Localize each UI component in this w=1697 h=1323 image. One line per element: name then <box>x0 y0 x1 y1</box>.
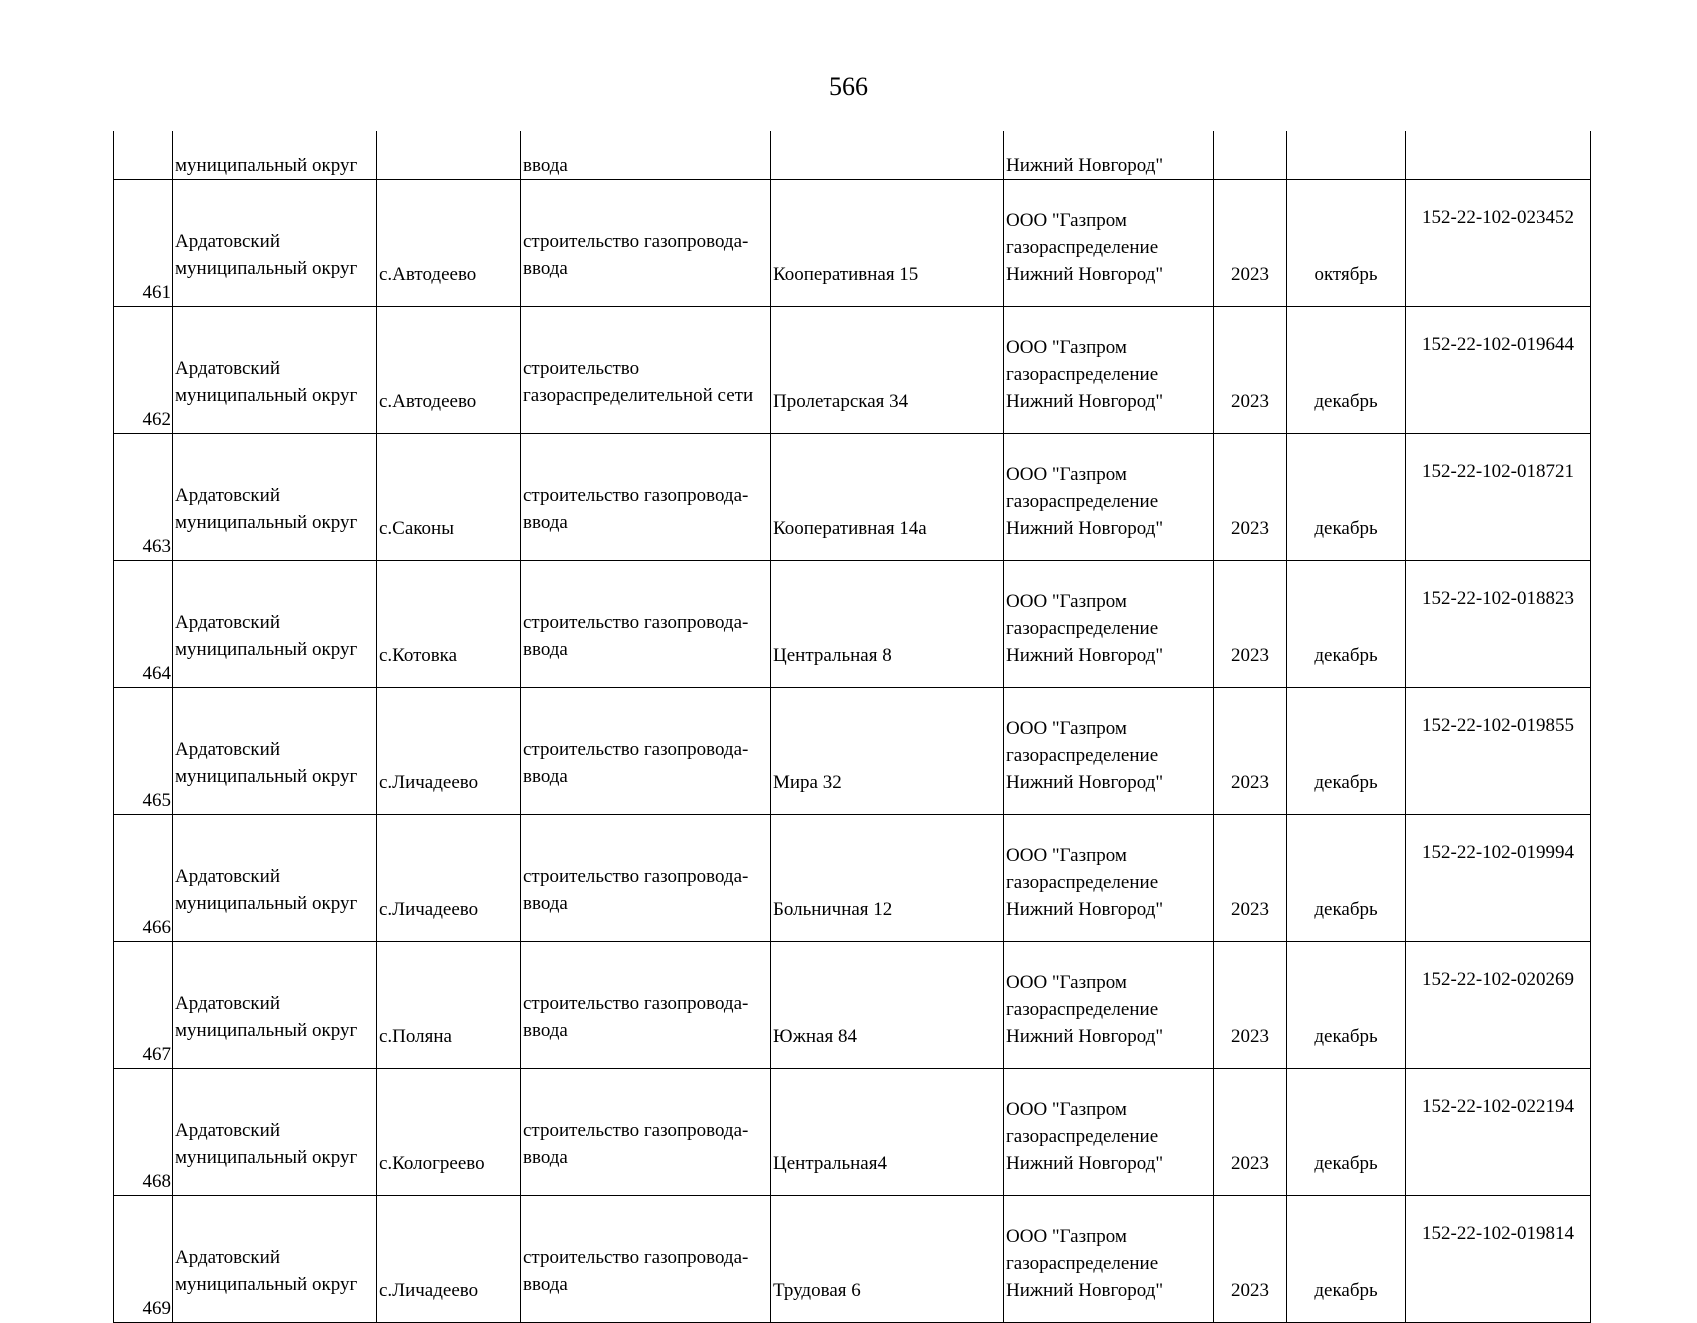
org-line-2: газораспределение <box>1006 745 1159 766</box>
org-line-3: Нижний Новгород" <box>1006 518 1164 539</box>
district-line-1: Ардатовский <box>175 485 280 506</box>
cell-organization: Нижний Новгород" <box>1004 131 1214 180</box>
cell-address: Трудовая 6 <box>771 1196 1004 1323</box>
cell-year: 2023 <box>1214 815 1287 942</box>
work-line-1: строительство газопровода- <box>523 231 749 252</box>
district-line-2: муниципальный округ <box>175 1020 358 1041</box>
org-line-1: ООО "Газпром <box>1006 718 1127 739</box>
cell-locality: с.Саконы <box>377 434 521 561</box>
cell-work <box>521 307 771 434</box>
work-line-2: ввода <box>523 639 568 660</box>
cell-code: 152-22-102-022194 <box>1406 1069 1591 1196</box>
cell-address: Центральная 8 <box>771 561 1004 688</box>
org-line-3: Нижний Новгород" <box>1006 1280 1164 1301</box>
cell-year <box>1214 131 1287 180</box>
cell-work <box>521 815 771 942</box>
org-line-1: ООО "Газпром <box>1006 337 1127 358</box>
district-line-2: муниципальный округ <box>175 512 358 533</box>
cell-work <box>521 180 771 307</box>
cell-work <box>521 434 771 561</box>
cell-month: декабрь <box>1287 434 1406 561</box>
cell-code: 152-22-102-019994 <box>1406 815 1591 942</box>
cell-locality: с.Личадеево <box>377 688 521 815</box>
org-line-1: ООО "Газпром <box>1006 464 1127 485</box>
district-line-2: муниципальный округ <box>175 766 358 787</box>
cell-year: 2023 <box>1214 434 1287 561</box>
cell-organization <box>1004 688 1214 815</box>
table-row <box>114 942 1591 1069</box>
cell-locality: с.Личадеево <box>377 1196 521 1323</box>
work-line-1: строительство <box>523 358 640 379</box>
work-line-1: строительство газопровода- <box>523 1120 749 1141</box>
org-line-1: ООО "Газпром <box>1006 972 1127 993</box>
cell-address: Кооперативная 15 <box>771 180 1004 307</box>
cell-code: 152-22-102-018823 <box>1406 561 1591 688</box>
work-line-2: ввода <box>523 893 568 914</box>
district-line-1: Ардатовский <box>175 993 280 1014</box>
org-line-1: ООО "Газпром <box>1006 210 1127 231</box>
cell-year: 2023 <box>1214 688 1287 815</box>
table-row <box>114 1069 1591 1196</box>
cell-district <box>173 942 377 1069</box>
org-line-2: газораспределение <box>1006 364 1159 385</box>
table-row <box>114 815 1591 942</box>
org-line-1: ООО "Газпром <box>1006 845 1127 866</box>
cell-organization <box>1004 180 1214 307</box>
cell-month: октябрь <box>1287 180 1406 307</box>
cell-address: Пролетарская 34 <box>771 307 1004 434</box>
work-line-2: ввода <box>523 1147 568 1168</box>
org-line-2: газораспределение <box>1006 237 1159 258</box>
cell-address: Южная 84 <box>771 942 1004 1069</box>
cell-code: 152-22-102-019814 <box>1406 1196 1591 1323</box>
cell-code: 152-22-102-023452 <box>1406 180 1591 307</box>
work-line-1: строительство газопровода- <box>523 739 749 760</box>
cell-work <box>521 1196 771 1323</box>
cell-address: Центральная4 <box>771 1069 1004 1196</box>
table-row <box>114 688 1591 815</box>
cell-locality: с.Автодеево <box>377 180 521 307</box>
cell-month <box>1287 131 1406 180</box>
table-body <box>114 131 1591 1323</box>
cell-district <box>173 180 377 307</box>
cell-organization <box>1004 434 1214 561</box>
table-row-continuation <box>114 131 1591 180</box>
work-line-1: строительство газопровода- <box>523 612 749 633</box>
table-row <box>114 1196 1591 1323</box>
cell-year: 2023 <box>1214 942 1287 1069</box>
cell-district <box>173 815 377 942</box>
cell-year: 2023 <box>1214 561 1287 688</box>
cell-year: 2023 <box>1214 180 1287 307</box>
cell-num: 469 <box>114 1196 173 1323</box>
cell-month: декабрь <box>1287 307 1406 434</box>
cell-organization <box>1004 561 1214 688</box>
cell-num: 462 <box>114 307 173 434</box>
work-line-1: строительство газопровода- <box>523 1247 749 1268</box>
work-line-1: строительство газопровода- <box>523 485 749 506</box>
org-line-3: Нижний Новгород" <box>1006 645 1164 666</box>
cell-num: 466 <box>114 815 173 942</box>
cell-locality: с.Кологреево <box>377 1069 521 1196</box>
org-line-3: Нижний Новгород" <box>1006 391 1164 412</box>
work-line-1: строительство газопровода- <box>523 866 749 887</box>
district-line-1: Ардатовский <box>175 739 280 760</box>
cell-organization <box>1004 815 1214 942</box>
cell-locality <box>377 131 521 180</box>
district-line-1: Ардатовский <box>175 231 280 252</box>
cell-organization <box>1004 942 1214 1069</box>
cell-num: 464 <box>114 561 173 688</box>
cell-month: декабрь <box>1287 1069 1406 1196</box>
cell-code: 152-22-102-020269 <box>1406 942 1591 1069</box>
org-line-2: газораспределение <box>1006 618 1159 639</box>
cell-month: декабрь <box>1287 688 1406 815</box>
cell-work <box>521 1069 771 1196</box>
cell-organization <box>1004 1069 1214 1196</box>
work-line-2: ввода <box>523 512 568 533</box>
org-line-2: газораспределение <box>1006 872 1159 893</box>
cell-num: 463 <box>114 434 173 561</box>
cell-work <box>521 688 771 815</box>
table-row <box>114 434 1591 561</box>
district-line-1: Ардатовский <box>175 866 280 887</box>
org-line-2: газораспределение <box>1006 1126 1159 1147</box>
cell-code: 152-22-102-019855 <box>1406 688 1591 815</box>
cell-address <box>771 131 1004 180</box>
cell-code <box>1406 131 1591 180</box>
district-line-2: муниципальный округ <box>175 639 358 660</box>
cell-district <box>173 1069 377 1196</box>
cell-code: 152-22-102-018721 <box>1406 434 1591 561</box>
cell-district: муниципальный округ <box>173 131 377 180</box>
cell-num <box>114 131 173 180</box>
cell-year: 2023 <box>1214 1069 1287 1196</box>
cell-month: декабрь <box>1287 1196 1406 1323</box>
district-line-2: муниципальный округ <box>175 893 358 914</box>
district-line-2: муниципальный округ <box>175 385 358 406</box>
cell-locality: с.Личадеево <box>377 815 521 942</box>
district-line-2: муниципальный округ <box>175 1147 358 1168</box>
cell-organization <box>1004 307 1214 434</box>
cell-district <box>173 434 377 561</box>
cell-year: 2023 <box>1214 1196 1287 1323</box>
org-line-3: Нижний Новгород" <box>1006 772 1164 793</box>
cell-address: Мира 32 <box>771 688 1004 815</box>
cell-work <box>521 942 771 1069</box>
cell-address: Больничная 12 <box>771 815 1004 942</box>
cell-work <box>521 561 771 688</box>
cell-locality: с.Поляна <box>377 942 521 1069</box>
table-row <box>114 307 1591 434</box>
cell-address: Кооперативная 14а <box>771 434 1004 561</box>
cell-code: 152-22-102-019644 <box>1406 307 1591 434</box>
org-line-3: Нижний Новгород" <box>1006 1153 1164 1174</box>
org-line-1: ООО "Газпром <box>1006 591 1127 612</box>
district-line-2: муниципальный округ <box>175 258 358 279</box>
work-line-2: ввода <box>523 1274 568 1295</box>
org-line-2: газораспределение <box>1006 491 1159 512</box>
district-line-1: Ардатовский <box>175 612 280 633</box>
cell-organization <box>1004 1196 1214 1323</box>
cell-month: декабрь <box>1287 561 1406 688</box>
cell-num: 465 <box>114 688 173 815</box>
org-line-1: ООО "Газпром <box>1006 1099 1127 1120</box>
cell-month: декабрь <box>1287 942 1406 1069</box>
org-line-1: ООО "Газпром <box>1006 1226 1127 1247</box>
cell-locality: с.Котовка <box>377 561 521 688</box>
work-line-2: ввода <box>523 1020 568 1041</box>
table-row <box>114 180 1591 307</box>
cell-month: декабрь <box>1287 815 1406 942</box>
cell-district <box>173 1196 377 1323</box>
org-line-3: Нижний Новгород" <box>1006 899 1164 920</box>
district-line-2: муниципальный округ <box>175 1274 358 1295</box>
gasification-table <box>113 131 1591 1323</box>
cell-num: 467 <box>114 942 173 1069</box>
org-line-2: газораспределение <box>1006 999 1159 1020</box>
district-line-1: Ардатовский <box>175 1247 280 1268</box>
work-line-2: ввода <box>523 258 568 279</box>
cell-work: ввода <box>521 131 771 180</box>
cell-num: 468 <box>114 1069 173 1196</box>
cell-num: 461 <box>114 180 173 307</box>
cell-district <box>173 307 377 434</box>
work-line-1: строительство газопровода- <box>523 993 749 1014</box>
table-row <box>114 561 1591 688</box>
cell-year: 2023 <box>1214 307 1287 434</box>
district-line-1: Ардатовский <box>175 358 280 379</box>
work-line-2: ввода <box>523 766 568 787</box>
cell-locality: с.Автодеево <box>377 307 521 434</box>
cell-district <box>173 688 377 815</box>
org-line-3: Нижний Новгород" <box>1006 1026 1164 1047</box>
page-number: 566 <box>829 72 868 101</box>
org-line-3: Нижний Новгород" <box>1006 264 1164 285</box>
work-line-2: газораспределительной сети <box>523 385 754 406</box>
district-line-1: Ардатовский <box>175 1120 280 1141</box>
org-line-2: газораспределение <box>1006 1253 1159 1274</box>
cell-district <box>173 561 377 688</box>
